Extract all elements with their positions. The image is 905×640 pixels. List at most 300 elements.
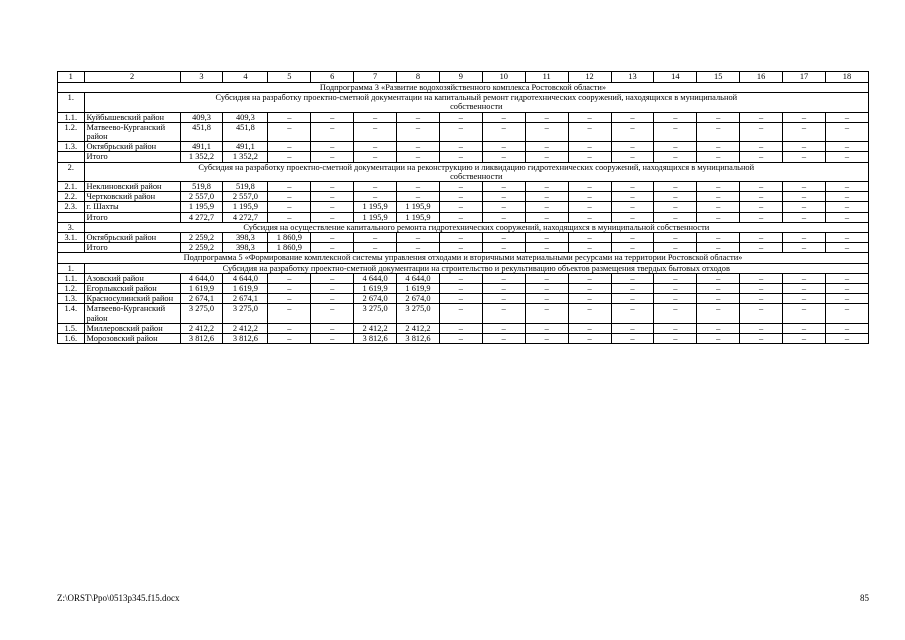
amount-cell: – <box>697 182 740 192</box>
amount-cell: 2 259,2 <box>180 233 223 243</box>
amount-cell: – <box>397 112 440 122</box>
amount-cell: – <box>568 182 611 192</box>
row-number: 1.3. <box>58 294 85 304</box>
column-number: 7 <box>354 72 397 83</box>
amount-cell: – <box>439 273 482 283</box>
column-number: 16 <box>740 72 783 83</box>
amount-cell: – <box>311 304 354 323</box>
amount-cell: 398,3 <box>223 233 268 243</box>
amount-cell: – <box>825 202 868 212</box>
amount-cell: – <box>654 192 697 202</box>
amount-cell: – <box>654 323 697 333</box>
amount-cell: – <box>697 304 740 323</box>
amount-cell: – <box>568 323 611 333</box>
amount-cell: – <box>268 212 311 222</box>
district-name: Матвеево-Курганский район <box>84 304 180 323</box>
amount-cell: – <box>697 202 740 212</box>
amount-cell: – <box>354 142 397 152</box>
table-row <box>58 233 869 243</box>
footer-file-path: Z:\ORST\Ppo\0513p345.f15.docx <box>57 593 180 603</box>
section-number: 1. <box>58 263 85 273</box>
amount-cell: – <box>740 182 783 192</box>
amount-cell: – <box>525 304 568 323</box>
amount-cell: – <box>311 192 354 202</box>
amount-cell: – <box>268 284 311 294</box>
amount-cell: 2 259,2 <box>180 243 223 253</box>
column-number: 10 <box>482 72 525 83</box>
amount-cell: – <box>740 112 783 122</box>
amount-cell: – <box>525 334 568 344</box>
amount-cell: – <box>697 152 740 162</box>
amount-cell: – <box>439 202 482 212</box>
table-row <box>58 202 869 212</box>
amount-cell: – <box>611 212 654 222</box>
row-number: 2.3. <box>58 202 85 212</box>
amount-cell: – <box>654 142 697 152</box>
amount-cell: – <box>825 294 868 304</box>
table-row <box>58 284 869 294</box>
amount-cell: – <box>697 142 740 152</box>
amount-cell: – <box>568 243 611 253</box>
amount-cell: – <box>825 192 868 202</box>
amount-cell: – <box>268 294 311 304</box>
amount-cell: – <box>654 294 697 304</box>
amount-cell: 2 674,1 <box>180 294 223 304</box>
section-number: 1. <box>58 93 85 112</box>
amount-cell: – <box>825 142 868 152</box>
district-name: г. Шахты <box>84 202 180 212</box>
amount-cell: – <box>568 233 611 243</box>
row-number: 1.4. <box>58 304 85 323</box>
table-row <box>58 334 869 344</box>
amount-cell: – <box>611 192 654 202</box>
amount-cell: – <box>654 233 697 243</box>
amount-cell: – <box>268 122 311 141</box>
amount-cell: – <box>568 294 611 304</box>
amount-cell: 2 557,0 <box>180 192 223 202</box>
amount-cell: – <box>611 112 654 122</box>
amount-cell: – <box>311 273 354 283</box>
amount-cell: – <box>525 294 568 304</box>
amount-cell: – <box>654 212 697 222</box>
amount-cell: 3 275,0 <box>223 304 268 323</box>
column-number: 8 <box>397 72 440 83</box>
district-name: Итого <box>84 243 180 253</box>
amount-cell: – <box>439 243 482 253</box>
amount-cell: 4 644,0 <box>354 273 397 283</box>
row-number: 1.2. <box>58 122 85 141</box>
amount-cell: – <box>825 304 868 323</box>
amount-cell: – <box>268 304 311 323</box>
amount-cell: – <box>354 192 397 202</box>
amount-cell: 1 352,2 <box>223 152 268 162</box>
table-row <box>58 152 869 162</box>
row-number: 1.5. <box>58 323 85 333</box>
amount-cell: – <box>568 152 611 162</box>
amount-cell: – <box>482 122 525 141</box>
amount-cell: – <box>311 323 354 333</box>
amount-cell: – <box>697 122 740 141</box>
document-page <box>57 71 869 344</box>
row-number: 1.6. <box>58 334 85 344</box>
district-name: Егорлыкский район <box>84 284 180 294</box>
amount-cell: 1 619,9 <box>397 284 440 294</box>
amount-cell: – <box>783 142 826 152</box>
amount-cell: – <box>311 334 354 344</box>
amount-cell: 1 195,9 <box>223 202 268 212</box>
amount-cell: – <box>825 212 868 222</box>
amount-cell: – <box>482 323 525 333</box>
amount-cell: – <box>740 192 783 202</box>
amount-cell: – <box>311 202 354 212</box>
amount-cell: – <box>439 122 482 141</box>
amount-cell: – <box>611 304 654 323</box>
column-number: 17 <box>783 72 826 83</box>
table-row <box>58 323 869 333</box>
amount-cell: – <box>268 323 311 333</box>
amount-cell: – <box>654 304 697 323</box>
amount-cell: – <box>825 323 868 333</box>
column-number-row <box>58 72 869 83</box>
row-number <box>58 212 85 222</box>
amount-cell: 1 195,9 <box>354 212 397 222</box>
amount-cell: – <box>697 273 740 283</box>
amount-cell: – <box>354 182 397 192</box>
amount-cell: – <box>525 323 568 333</box>
subsidy-section-row <box>58 162 869 181</box>
amount-cell: 4 272,7 <box>180 212 223 222</box>
amount-cell: – <box>611 142 654 152</box>
section-title: Субсидия на осуществление капитального ремонта гидротехнических сооружений, находящихся в муниципальной собственности <box>84 222 868 232</box>
amount-cell: – <box>740 323 783 333</box>
amount-cell: 491,1 <box>180 142 223 152</box>
amount-cell: – <box>783 202 826 212</box>
subprogram-title: Подпрограмма 3 «Развитие водохозяйственного комплекса Ростовской области» <box>58 83 869 93</box>
amount-cell: – <box>740 294 783 304</box>
amount-cell: 409,3 <box>180 112 223 122</box>
amount-cell: – <box>439 304 482 323</box>
amount-cell: – <box>482 233 525 243</box>
amount-cell: – <box>611 202 654 212</box>
amount-cell: – <box>740 202 783 212</box>
amount-cell: – <box>439 182 482 192</box>
amount-cell: – <box>783 112 826 122</box>
amount-cell: – <box>354 122 397 141</box>
district-name: Октябрьский район <box>84 142 180 152</box>
row-number: 1.1. <box>58 273 85 283</box>
amount-cell: 451,8 <box>180 122 223 141</box>
amount-cell: – <box>439 334 482 344</box>
amount-cell: 3 812,6 <box>180 334 223 344</box>
row-number: 3.1. <box>58 233 85 243</box>
amount-cell: 398,3 <box>223 243 268 253</box>
amount-cell: – <box>783 273 826 283</box>
amount-cell: – <box>697 284 740 294</box>
table-row <box>58 122 869 141</box>
amount-cell: – <box>611 323 654 333</box>
amount-cell: 1 619,9 <box>223 284 268 294</box>
amount-cell: – <box>311 243 354 253</box>
amount-cell: 3 275,0 <box>354 304 397 323</box>
amount-cell: – <box>568 122 611 141</box>
amount-cell: – <box>825 112 868 122</box>
amount-cell: – <box>783 212 826 222</box>
district-name: Морозовский район <box>84 334 180 344</box>
column-number: 11 <box>525 72 568 83</box>
amount-cell: – <box>783 122 826 141</box>
amount-cell: – <box>697 192 740 202</box>
amount-cell: – <box>783 182 826 192</box>
amount-cell: – <box>611 284 654 294</box>
amount-cell: – <box>825 182 868 192</box>
amount-cell: 3 275,0 <box>397 304 440 323</box>
amount-cell: – <box>525 192 568 202</box>
amount-cell: 2 412,2 <box>397 323 440 333</box>
amount-cell: – <box>611 243 654 253</box>
amount-cell: – <box>268 334 311 344</box>
amount-cell: 2 412,2 <box>180 323 223 333</box>
table-row <box>58 182 869 192</box>
amount-cell: 4 644,0 <box>223 273 268 283</box>
amount-cell: – <box>397 182 440 192</box>
amount-cell: – <box>740 212 783 222</box>
amount-cell: – <box>611 152 654 162</box>
amount-cell: – <box>568 284 611 294</box>
amount-cell: – <box>525 202 568 212</box>
subprogram-title: Подпрограмма 5 «Формирование комплексной системы управления отходами и вторичными материальными ресурсами на территории Ростовской области» <box>58 253 869 263</box>
amount-cell: – <box>439 152 482 162</box>
amount-cell: – <box>568 192 611 202</box>
amount-cell: 1 619,9 <box>180 284 223 294</box>
amount-cell: – <box>783 233 826 243</box>
section-title: Субсидия на разработку проектно-сметной документации на строительство и рекультивацию объектов размещения твердых бытовых отходов <box>84 263 868 273</box>
amount-cell: – <box>482 112 525 122</box>
amount-cell: – <box>568 304 611 323</box>
amount-cell: – <box>482 212 525 222</box>
section-number: 2. <box>58 162 85 181</box>
amount-cell: – <box>397 142 440 152</box>
amount-cell: – <box>783 304 826 323</box>
column-number: 1 <box>58 72 85 83</box>
amount-cell: 3 812,6 <box>354 334 397 344</box>
column-number: 13 <box>611 72 654 83</box>
amount-cell: – <box>311 152 354 162</box>
amount-cell: – <box>654 202 697 212</box>
amount-cell: – <box>354 112 397 122</box>
amount-cell: 2 412,2 <box>223 323 268 333</box>
amount-cell: – <box>654 152 697 162</box>
column-number: 18 <box>825 72 868 83</box>
amount-cell: – <box>311 112 354 122</box>
row-number: 2.1. <box>58 182 85 192</box>
amount-cell: – <box>482 294 525 304</box>
amount-cell: 2 557,0 <box>223 192 268 202</box>
amount-cell: – <box>611 334 654 344</box>
amount-cell: 519,8 <box>223 182 268 192</box>
amount-cell: – <box>268 273 311 283</box>
amount-cell: – <box>268 192 311 202</box>
amount-cell: – <box>697 294 740 304</box>
amount-cell: 1 195,9 <box>354 202 397 212</box>
amount-cell: – <box>439 284 482 294</box>
amount-cell: – <box>697 323 740 333</box>
amount-cell: – <box>611 273 654 283</box>
table-row <box>58 294 869 304</box>
district-name: Итого <box>84 152 180 162</box>
section-title: Субсидия на разработку проектно-сметной документации на капитальный ремонт гидротехнических сооружений, находящихся в муниципальной собственности <box>84 93 868 112</box>
amount-cell: – <box>268 112 311 122</box>
amount-cell: – <box>568 273 611 283</box>
column-number: 2 <box>84 72 180 83</box>
amount-cell: 3 275,0 <box>180 304 223 323</box>
amount-cell: – <box>525 243 568 253</box>
amount-cell: 491,1 <box>223 142 268 152</box>
subsidy-table <box>57 71 869 344</box>
table-row <box>58 112 869 122</box>
amount-cell: – <box>397 122 440 141</box>
amount-cell: – <box>439 294 482 304</box>
amount-cell: – <box>482 334 525 344</box>
footer-page-number: 85 <box>860 593 869 603</box>
amount-cell: – <box>697 334 740 344</box>
amount-cell: – <box>268 142 311 152</box>
row-number: 2.2. <box>58 192 85 202</box>
amount-cell: 519,8 <box>180 182 223 192</box>
column-number: 6 <box>311 72 354 83</box>
amount-cell: – <box>611 233 654 243</box>
amount-cell: 4 644,0 <box>397 273 440 283</box>
amount-cell: – <box>482 304 525 323</box>
amount-cell: – <box>654 284 697 294</box>
district-name: Октябрьский район <box>84 233 180 243</box>
amount-cell: – <box>611 294 654 304</box>
amount-cell: – <box>783 152 826 162</box>
amount-cell: – <box>783 192 826 202</box>
district-name: Чертковский район <box>84 192 180 202</box>
amount-cell: – <box>525 284 568 294</box>
amount-cell: – <box>354 233 397 243</box>
amount-cell: – <box>740 142 783 152</box>
column-number: 3 <box>180 72 223 83</box>
amount-cell: 1 195,9 <box>397 212 440 222</box>
amount-cell: – <box>482 152 525 162</box>
amount-cell: – <box>783 243 826 253</box>
amount-cell: – <box>268 182 311 192</box>
amount-cell: – <box>697 233 740 243</box>
amount-cell: – <box>654 112 697 122</box>
district-name: Красносулинский район <box>84 294 180 304</box>
amount-cell: – <box>740 284 783 294</box>
subsidy-section-row <box>58 263 869 273</box>
amount-cell: 3 812,6 <box>223 334 268 344</box>
amount-cell: – <box>825 334 868 344</box>
column-number: 14 <box>654 72 697 83</box>
amount-cell: – <box>568 212 611 222</box>
amount-cell: – <box>825 284 868 294</box>
amount-cell: 3 812,6 <box>397 334 440 344</box>
amount-cell: – <box>825 243 868 253</box>
amount-cell: – <box>525 152 568 162</box>
amount-cell: – <box>740 334 783 344</box>
amount-cell: – <box>268 202 311 212</box>
table-row <box>58 192 869 202</box>
district-name: Итого <box>84 212 180 222</box>
subprogram-title-row <box>58 253 869 263</box>
district-name: Матвеево-Курганский район <box>84 122 180 141</box>
amount-cell: – <box>397 243 440 253</box>
amount-cell: – <box>568 112 611 122</box>
amount-cell: – <box>525 182 568 192</box>
amount-cell: 1 619,9 <box>354 284 397 294</box>
amount-cell: – <box>525 212 568 222</box>
amount-cell: – <box>439 112 482 122</box>
amount-cell: – <box>825 273 868 283</box>
amount-cell: 451,8 <box>223 122 268 141</box>
amount-cell: – <box>354 152 397 162</box>
amount-cell: – <box>525 112 568 122</box>
amount-cell: 1 860,9 <box>268 233 311 243</box>
amount-cell: – <box>439 233 482 243</box>
table-row <box>58 273 869 283</box>
column-number: 15 <box>697 72 740 83</box>
amount-cell: – <box>611 122 654 141</box>
amount-cell: – <box>783 323 826 333</box>
amount-cell: – <box>482 273 525 283</box>
amount-cell: 2 674,0 <box>397 294 440 304</box>
amount-cell: – <box>397 233 440 243</box>
amount-cell: – <box>740 233 783 243</box>
column-number: 5 <box>268 72 311 83</box>
amount-cell: – <box>311 142 354 152</box>
row-number: 1.2. <box>58 284 85 294</box>
row-number: 1.1. <box>58 112 85 122</box>
column-number: 4 <box>223 72 268 83</box>
amount-cell: – <box>439 323 482 333</box>
table-row <box>58 243 869 253</box>
amount-cell: – <box>697 212 740 222</box>
district-name: Азовский район <box>84 273 180 283</box>
amount-cell: – <box>654 182 697 192</box>
amount-cell: – <box>697 243 740 253</box>
amount-cell: – <box>482 202 525 212</box>
amount-cell: – <box>783 294 826 304</box>
amount-cell: – <box>783 284 826 294</box>
amount-cell: – <box>740 304 783 323</box>
amount-cell: – <box>439 192 482 202</box>
amount-cell: – <box>525 233 568 243</box>
subprogram-title-row <box>58 83 869 93</box>
amount-cell: – <box>568 202 611 212</box>
amount-cell: – <box>439 142 482 152</box>
subsidy-section-row <box>58 222 869 232</box>
amount-cell: – <box>525 122 568 141</box>
amount-cell: – <box>825 122 868 141</box>
amount-cell: 1 195,9 <box>397 202 440 212</box>
row-number <box>58 243 85 253</box>
amount-cell: – <box>482 192 525 202</box>
amount-cell: – <box>311 212 354 222</box>
amount-cell: – <box>654 122 697 141</box>
district-name: Куйбышевский район <box>84 112 180 122</box>
amount-cell: – <box>311 284 354 294</box>
table-row <box>58 212 869 222</box>
amount-cell: – <box>525 273 568 283</box>
amount-cell: 1 352,2 <box>180 152 223 162</box>
section-title: Субсидия на разработку проектно-сметной документации на реконструкцию и ликвидацию гидротехнических сооружений, находящихся в муниципальной собственности <box>84 162 868 181</box>
amount-cell: – <box>354 243 397 253</box>
amount-cell: – <box>311 182 354 192</box>
amount-cell: – <box>397 192 440 202</box>
